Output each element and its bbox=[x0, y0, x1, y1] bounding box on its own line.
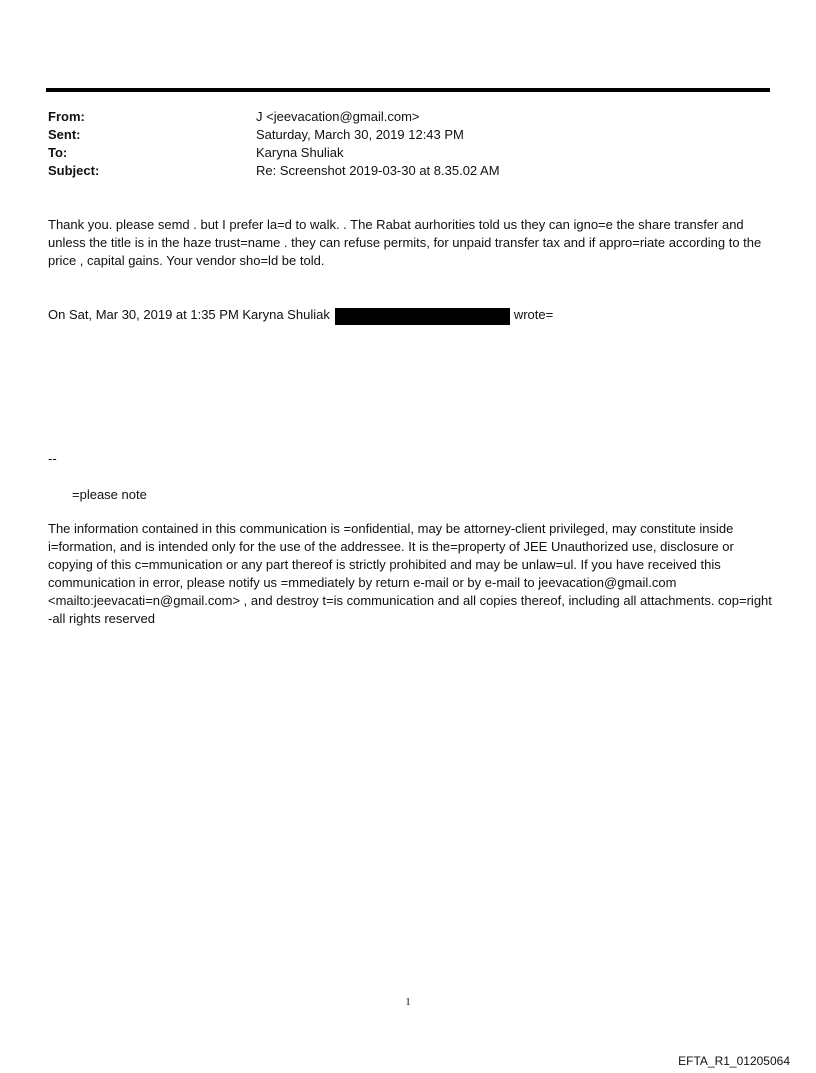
subject-value: Re: Screenshot 2019-03-30 at 8.35.02 AM bbox=[256, 163, 500, 178]
subject-label: Subject: bbox=[48, 163, 100, 178]
from-value: J <jeevacation@gmail.com> bbox=[256, 109, 420, 124]
to-value: Karyna Shuliak bbox=[256, 145, 344, 160]
quote-suffix: wrote= bbox=[513, 307, 554, 322]
document-id: EFTA_R1_01205064 bbox=[678, 1054, 790, 1068]
please-note: =please note bbox=[72, 487, 147, 502]
from-row bbox=[48, 108, 500, 126]
signature-separator: -- bbox=[48, 451, 57, 466]
sent-value: Saturday, March 30, 2019 12:43 PM bbox=[256, 127, 464, 142]
subject-row bbox=[48, 162, 500, 180]
from-label: From: bbox=[48, 109, 85, 124]
message-body: Thank you. please semd . but I prefer la=d to walk. . The Rabat aurhorities told us they can igno=e the share transfer and unless the title is in the haze trust=name . they can refuse permits, for unpaid transfer tax and if appro=riate according to the price , capital gains. Your vendor sho=ld be told. bbox=[48, 217, 762, 268]
email-header bbox=[48, 108, 500, 180]
to-row bbox=[48, 144, 500, 162]
quote-attribution bbox=[48, 306, 772, 324]
sent-row bbox=[48, 126, 500, 144]
header-divider bbox=[46, 88, 770, 92]
redaction-block bbox=[335, 308, 510, 325]
sent-label: Sent: bbox=[48, 127, 81, 142]
page-number: 1 bbox=[405, 996, 411, 1008]
quote-prefix: On Sat, Mar 30, 2019 at 1:35 PM Karyna Shuliak bbox=[48, 307, 330, 322]
confidentiality-disclaimer: The information contained in this communication is =onfidential, may be attorney-client privileged, may constitute inside i=formation, and is intended only for the use of the addressee. It is the=property of JEE Unauthorized use, disclosure or copying of this c=mmunication or any part thereof is strictly prohibited and may be unlaw=ul. If you have received this communication in error, please notify us =mmediately by return e-mail or by e-mail to jeevacation@gmail.com <mailto:jeevacati=n@gmail.com> , and destroy t=is communication and all copies thereof, including all attachments. cop=right -all rights reserved bbox=[48, 521, 772, 626]
to-label: To: bbox=[48, 145, 68, 160]
